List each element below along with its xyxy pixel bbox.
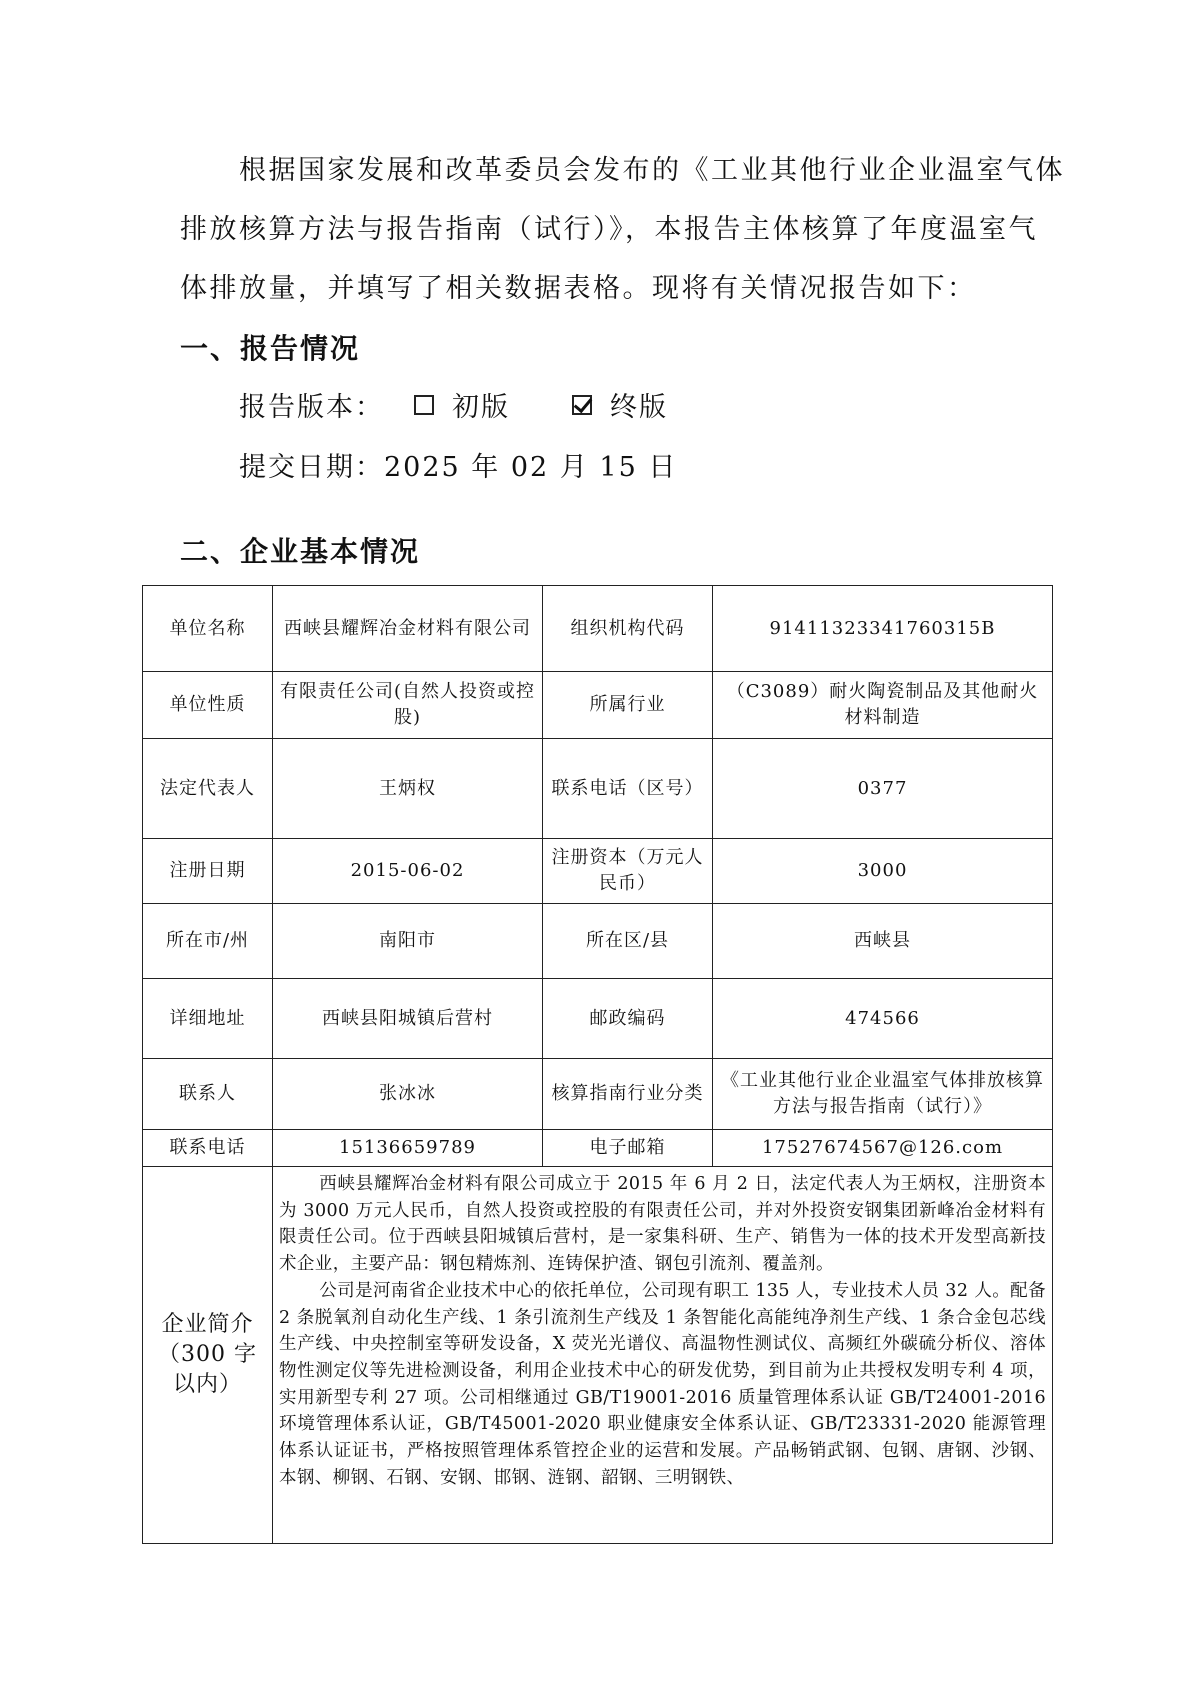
table-row	[143, 739, 1053, 839]
unit-nature-label: 单位性质	[143, 672, 273, 739]
company-profile-text	[273, 1167, 1053, 1544]
checkbox-initial[interactable]	[414, 395, 434, 415]
phone-area-label: 联系电话（区号）	[543, 739, 713, 839]
reg-date-label: 注册日期	[143, 839, 273, 904]
table-row	[143, 1167, 1053, 1544]
county-label: 所在区/县	[543, 904, 713, 979]
report-version-label: 报告版本：	[239, 392, 384, 423]
contact-phone-label: 联系电话	[143, 1130, 273, 1167]
industry-label: 所属行业	[543, 672, 713, 739]
table-row	[143, 586, 1053, 672]
unit-name-value: 西峡县耀辉冶金材料有限公司	[273, 586, 543, 672]
intro-line-3: 体排放量，并填写了相关数据表格。现将有关情况报告如下：	[180, 273, 977, 304]
table-row	[143, 672, 1053, 739]
org-code-label: 组织机构代码	[543, 586, 713, 672]
email-value: 17527674567@126.com	[713, 1130, 1053, 1167]
section-heading-report: 一、报告情况	[180, 332, 361, 365]
option-final-label: 终版	[610, 392, 668, 423]
guide-category-label: 核算指南行业分类	[543, 1059, 713, 1130]
postcode-label: 邮政编码	[543, 979, 713, 1059]
table-row	[143, 979, 1053, 1059]
company-info-table	[142, 585, 1053, 1544]
company-profile-paragraph-1: 西峡县耀辉冶金材料有限公司成立于 2015 年 6 月 2 日，法定代表人为王炳权，注册资本为 3000 万元人民币，自然人投资或控股的有限责任公司，并对外投资安钢集团新峰冶金材料有限责任公司。位于西峡县阳城镇后营村，是一家集科研、生产、销售为一体的技术开发型高新技术企业，主要产品：钢包精炼剂、连铸保护渣、钢包引流剂、覆盖剂。	[279, 1174, 1046, 1275]
legal-rep-value: 王炳权	[273, 739, 543, 839]
address-value: 西峡县阳城镇后营村	[273, 979, 543, 1059]
postcode-value: 474566	[713, 979, 1053, 1059]
contact-value: 张冰冰	[273, 1059, 543, 1130]
checkbox-final[interactable]	[572, 395, 592, 415]
contact-label: 联系人	[143, 1059, 273, 1130]
table-row	[143, 1130, 1053, 1167]
contact-phone-value: 15136659789	[273, 1130, 543, 1167]
industry-value: （C3089）耐火陶瓷制品及其他耐火材料制造	[713, 672, 1053, 739]
company-profile-paragraph-2: 公司是河南省企业技术中心的依托单位，公司现有职工 135 人，专业技术人员 32 人。配备 2 条脱氧剂自动化生产线、1 条引流剂生产线及 1 条智能化高能纯净剂生产线、1 条合金包芯线生产线、中央控制室等研发设备，X 荧光光谱仪、高温物性测试仪、高频红外碳硫分析仪、溶体物性测定仪等先进检测设备，利用企业技术中心的研发优势，到目前为止共授权发明专利 4 项，实用新型专利 27 项。公司相继通过 GB/T19001-2016 质量管理体系认证 GB/T24001-2016 环境管理体系认证，GB/T45001-2020 职业健康安全体系认证、GB/T23331-2020 能源管理体系认证证书，严格按照管理体系管控企业的运营和发展。产品畅销武钢、包钢、唐钢、沙钢、本钢、柳钢、石钢、安钢、邯钢、涟钢、韶钢、三明钢铁、	[279, 1280, 1046, 1488]
table-row	[143, 839, 1053, 904]
guide-category-value: 《工业其他行业企业温室气体排放核算方法与报告指南（试行）》	[713, 1059, 1053, 1130]
phone-area-value: 0377	[713, 739, 1053, 839]
submit-date: 提交日期：2025 年 02 月 15 日	[239, 452, 678, 483]
table-row	[143, 904, 1053, 979]
section-heading-company: 二、企业基本情况	[180, 535, 421, 568]
table-row	[143, 1059, 1053, 1130]
company-profile-label: 企业简介（300 字以内）	[143, 1167, 273, 1544]
unit-nature-value: 有限责任公司(自然人投资或控股)	[273, 672, 543, 739]
address-label: 详细地址	[143, 979, 273, 1059]
email-label: 电子邮箱	[543, 1130, 713, 1167]
intro-line-1: 根据国家发展和改革委员会发布的《工业其他行业企业温室气体	[239, 155, 1065, 186]
report-version-row	[239, 385, 668, 424]
legal-rep-label: 法定代表人	[143, 739, 273, 839]
org-code-value: 91411323341760315B	[713, 586, 1053, 672]
county-value: 西峡县	[713, 904, 1053, 979]
reg-date-value: 2015-06-02	[273, 839, 543, 904]
unit-name-label: 单位名称	[143, 586, 273, 672]
reg-capital-label: 注册资本（万元人民币）	[543, 839, 713, 904]
reg-capital-value: 3000	[713, 839, 1053, 904]
city-value: 南阳市	[273, 904, 543, 979]
city-label: 所在市/州	[143, 904, 273, 979]
intro-line-2: 排放核算方法与报告指南（试行）》，本报告主体核算了年度温室气	[180, 214, 1038, 245]
option-initial-label: 初版	[452, 392, 510, 423]
